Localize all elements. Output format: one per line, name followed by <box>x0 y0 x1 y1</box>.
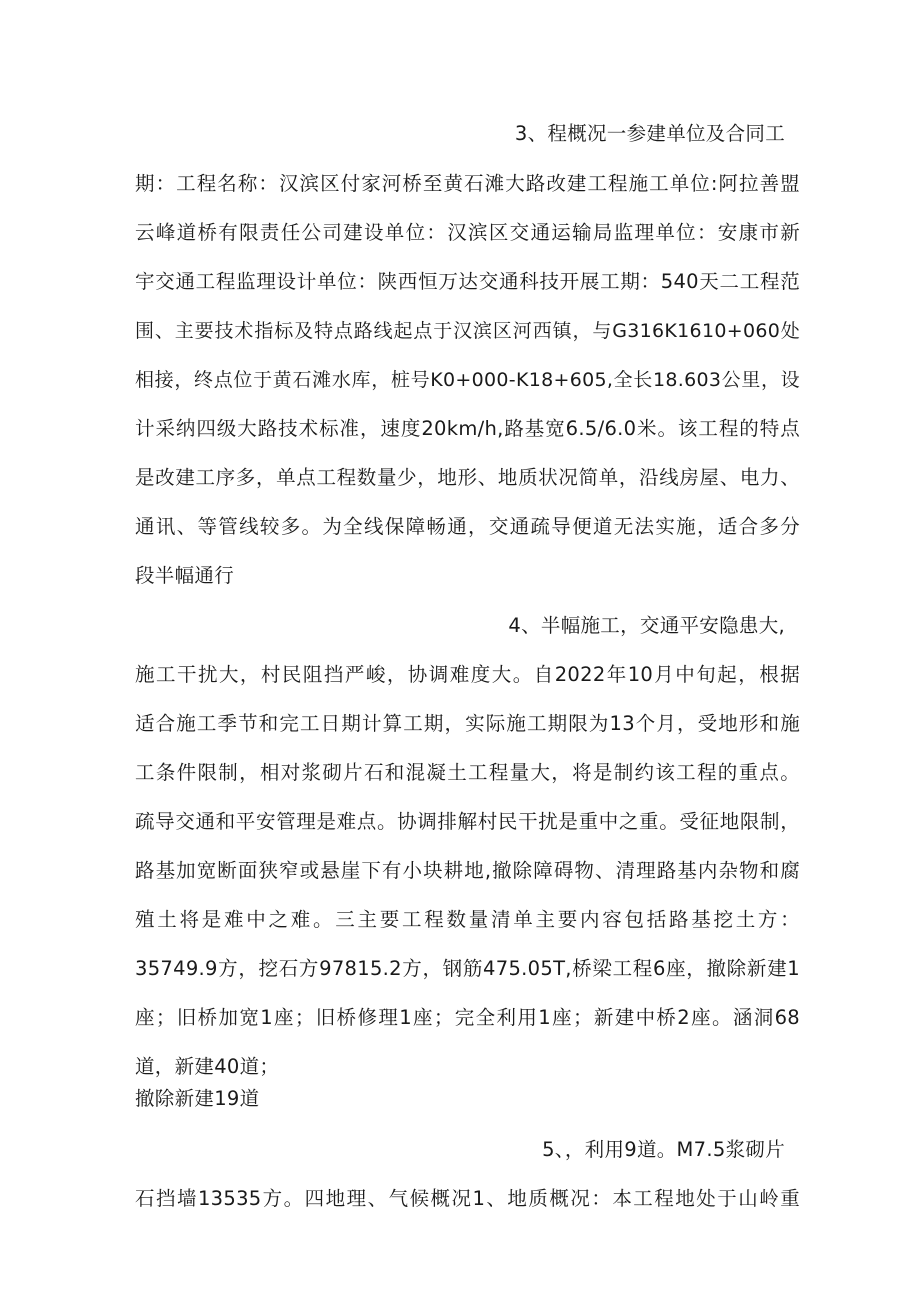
paragraph-5-heading: 5、，利用9道。M7.5浆砌片 <box>542 1138 785 1161</box>
text-line: 计采纳四级大路技术标准，速度20km∕h,路基宽6.5/6.0米。该工程的特点 <box>135 417 800 440</box>
text-line: 施工干扰大，村民阻挡严峻，协调难度大。自2022年10月中旬起，根据 <box>135 663 800 686</box>
text-line: 座；旧桥加宽1座；旧桥修理1座；完全利用1座；新建中桥2座。涵洞68 <box>135 1006 800 1029</box>
text-line: 工条件限制，相对浆砌片石和混凝土工程量大，将是制约该工程的重点。 <box>135 761 800 784</box>
text-line: 期：工程名称：汉滨区付家河桥至黄石滩大路改建工程施工单位:阿拉善盟 <box>135 172 800 195</box>
text-line: 适合施工季节和完工日期计算工期，实际施工期限为13个月，受地形和施 <box>135 712 800 735</box>
text-line: 宇交通工程监理设计单位：陕西恒万达交通科技开展工期：540天二工程范 <box>135 270 800 293</box>
text-line: 围、主要技术指标及特点路线起点于汉滨区河西镇，与G316K1610+060处 <box>135 320 800 342</box>
text-line: 35749.9方，挖石方97815.2方，钢筋475.05T,桥梁工程6座，撤除新建1 <box>135 957 800 980</box>
text-line: 相接，终点位于黄石滩水库，桩号K0+000-K18+605,全长18.603公里，设 <box>135 369 800 391</box>
text-line: 是改建工序多，单点工程数量少，地形、地质状况简单，沿线房屋、电力、 <box>135 466 800 489</box>
text-line: 通讯、等管线较多。为全线保障畅通，交通疏导便道无法实施，适合多分 <box>135 515 800 538</box>
text-line: 殖土将是难中之难。三主要工程数量清单主要内容包括路基挖土方： <box>135 908 800 931</box>
text-line: 疏导交通和平安管理是难点。协调排解村民干扰是重中之重。受征地限制， <box>135 810 800 833</box>
text-line: 路基加宽断面狭窄或悬崖下有小块耕地,撤除障碍物、清理路基内杂物和腐 <box>135 859 800 882</box>
paragraph-4-heading: 4、半幅施工，交通平安隐患大, <box>508 614 785 637</box>
text-line: 石挡墙13535方。四地理、气候概况1、地质概况：本工程地处于山岭重 <box>135 1187 800 1210</box>
text-line: 云峰道桥有限责任公司建设单位：汉滨区交通运输局监理单位：安康市新 <box>135 221 800 244</box>
text-line: 段半幅通行 <box>135 564 235 587</box>
text-line: 撤除新建19道 <box>135 1087 260 1110</box>
paragraph-3-heading: 3、程概况一参建单位及合同工 <box>514 122 785 145</box>
text-line: 道，新建40道； <box>135 1055 280 1078</box>
